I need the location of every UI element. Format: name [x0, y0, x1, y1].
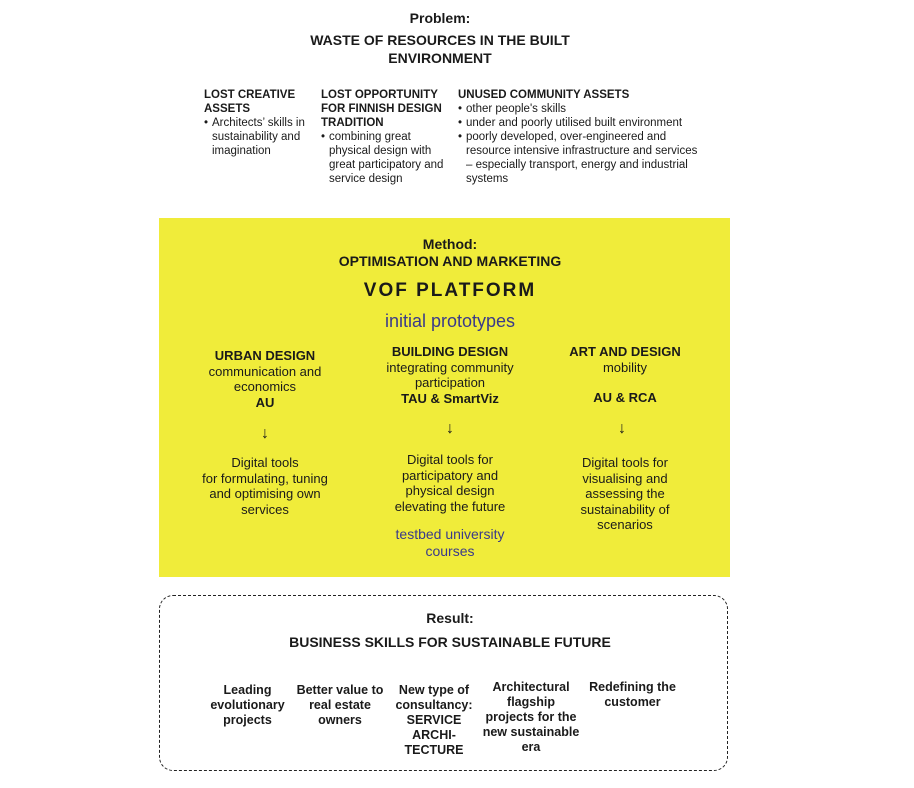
track-tool-building-design — [370, 452, 530, 514]
problem-column-community-assets — [458, 88, 718, 186]
method-heading: Method: — [422, 236, 478, 252]
tool-line: scenarios — [597, 517, 653, 532]
arrow-down-icon: ↓ — [446, 420, 454, 437]
problem-column-creative-assets — [204, 88, 314, 158]
tool-line: assessing the — [585, 486, 665, 501]
bullet-item — [204, 116, 314, 158]
outcome-line: consultancy: — [395, 698, 473, 712]
tool-line: physical design — [405, 483, 495, 498]
outcome-line: New type of — [398, 683, 470, 697]
column-title — [321, 88, 456, 130]
bullet-line: • combining great — [329, 131, 411, 143]
outcome-line: Redefining the — [589, 680, 676, 694]
bullet-item — [458, 116, 718, 130]
bullet-line: • other people's skills — [466, 103, 566, 115]
track-line: communication and — [208, 363, 322, 379]
arrow-down-icon: ↓ — [618, 420, 626, 437]
outcome-service-architecture — [388, 683, 480, 758]
platform-title: VOF PLATFORM — [363, 280, 537, 301]
problem-title-line: WASTE OF RESOURCES IN THE BUILT — [310, 32, 570, 48]
track-art-and-design — [550, 344, 700, 406]
bullet-item — [458, 102, 718, 116]
track-urban-design — [190, 348, 340, 410]
column-title-line: LOST OPPORTUNITY — [321, 89, 438, 101]
tool-line: Digital tools for — [582, 455, 668, 470]
bullet-line: physical design with — [329, 145, 432, 157]
outcome-redefining-customer — [580, 680, 685, 710]
bullet-item — [321, 130, 456, 186]
bullet-line: systems — [466, 173, 509, 185]
tool-line: services — [241, 501, 289, 517]
result-title: BUSINESS SKILLS FOR SUSTAINABLE FUTURE — [289, 634, 611, 650]
outcome-line: ARCHI- — [412, 728, 456, 742]
outcome-line: projects — [223, 713, 272, 727]
column-title-line: UNUSED COMMUNITY ASSETS — [458, 89, 630, 101]
outcome-line: Architectural — [492, 680, 570, 694]
outcome-line: SERVICE — [406, 713, 462, 727]
column-title — [458, 88, 718, 102]
result-heading: Result: — [426, 610, 474, 626]
track-title: BUILDING DESIGN — [391, 344, 509, 359]
track-title: URBAN DESIGN — [214, 348, 316, 363]
bullet-list — [321, 130, 456, 186]
bullet-line: • under and poorly utilised built environment — [466, 117, 683, 129]
tool-line: for formulating, tuning — [202, 470, 328, 486]
track-title: ART AND DESIGN — [569, 344, 681, 359]
column-title-line: FOR FINNISH DESIGN — [321, 103, 442, 115]
outcome-line: Leading — [223, 683, 272, 697]
tool-line: participatory and — [401, 467, 499, 483]
tool-line: elevating the future — [394, 498, 506, 514]
track-partner: AU — [255, 394, 275, 410]
bullet-line: imagination — [212, 145, 271, 157]
outcome-line: real estate — [309, 698, 371, 712]
tool-line: visualising and — [582, 470, 668, 486]
bullet-list — [204, 116, 314, 158]
track-tool-urban-design — [190, 455, 340, 517]
outcome-line: customer — [604, 695, 661, 709]
testbed-label — [370, 526, 530, 560]
outcome-better-value — [290, 683, 390, 728]
problem-heading: Problem: — [409, 10, 471, 26]
outcome-flagship-projects — [478, 680, 584, 755]
bullet-line: • Architects’ skills in — [212, 117, 305, 129]
bullet-item — [458, 130, 718, 186]
track-building-design — [370, 344, 530, 406]
column-title — [204, 88, 314, 116]
bullet-list — [458, 102, 718, 186]
outcome-line: TECTURE — [404, 743, 464, 757]
column-title-line: ASSETS — [204, 103, 251, 115]
tool-line: sustainability of — [580, 501, 670, 517]
track-line: mobility — [602, 359, 648, 375]
problem-title-line: ENVIRONMENT — [388, 50, 492, 66]
outcome-line: flagship — [507, 695, 555, 709]
bullet-line: great participatory and — [329, 159, 444, 171]
track-line: participation — [414, 375, 486, 390]
bullet-line: resource intensive infrastructure and services — [466, 145, 698, 157]
bullet-line: service design — [329, 173, 403, 185]
column-title-line: LOST CREATIVE — [204, 89, 296, 101]
arrow-down-icon: ↓ — [261, 425, 269, 442]
tool-line: Digital tools for — [407, 452, 493, 467]
testbed-line: testbed university — [395, 526, 505, 542]
testbed-line: courses — [425, 543, 475, 559]
problem-column-design-tradition — [321, 88, 456, 186]
outcome-line: new sustainable — [482, 725, 580, 739]
outcome-line: evolutionary — [210, 698, 285, 712]
prototypes-label: initial prototypes — [384, 311, 516, 331]
problem-title — [250, 31, 630, 67]
method-title: OPTIMISATION AND MARKETING — [338, 253, 562, 269]
outcome-line: era — [521, 740, 541, 754]
outcome-leading-projects — [200, 683, 295, 728]
outcome-line: owners — [318, 713, 362, 727]
tool-line: and optimising own — [209, 486, 321, 501]
outcome-line: Better value to — [296, 683, 384, 697]
tool-line: Digital tools — [231, 455, 299, 470]
track-partner: TAU & SmartViz — [401, 390, 499, 406]
method-heading-block — [250, 236, 650, 270]
outcome-line: projects for the — [485, 710, 577, 724]
bullet-line: sustainability and — [212, 131, 301, 143]
bullet-line: – especially transport, energy and industrial — [466, 159, 688, 171]
track-tool-art-and-design — [550, 455, 700, 533]
track-line: integrating community — [386, 359, 514, 375]
column-title-line: TRADITION — [321, 117, 384, 129]
track-line: economics — [233, 379, 297, 394]
track-partner: AU & RCA — [593, 390, 657, 405]
bullet-line: • poorly developed, over-engineered and — [466, 131, 667, 143]
